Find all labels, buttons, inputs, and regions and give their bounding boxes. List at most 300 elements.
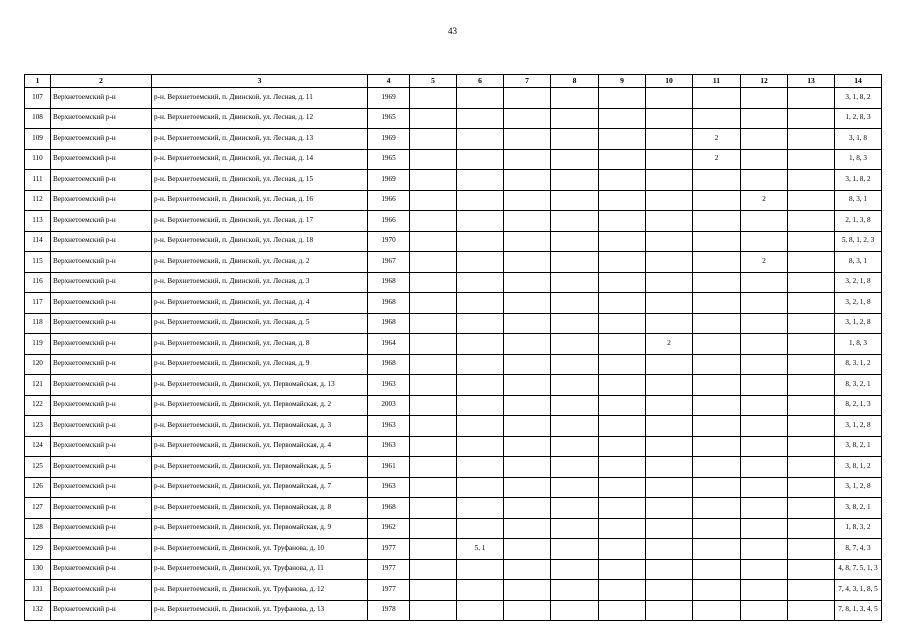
year-built-cell: 1968 [368,313,410,334]
col-9-cell [599,170,646,191]
table-row [25,88,882,109]
col-8-cell [551,88,599,109]
address-cell: р-н. Верхнетоемский, п. Двинской, ул. Первомайская, д. 3 [152,416,368,437]
year-built-cell: 1963 [368,477,410,498]
col-9-cell [599,129,646,150]
row-number-cell: 131 [25,580,51,601]
col-9-cell [599,354,646,375]
col-14-cell: 8, 3, 1 [835,252,882,273]
col-12-cell [741,211,788,232]
column-header-1: 1 [25,75,51,88]
col-13-cell [788,354,835,375]
col-5-cell [410,129,457,150]
col-14-cell: 2, 1, 3, 8 [835,211,882,232]
table-row [25,211,882,232]
col-11-cell [693,170,741,191]
year-built-cell: 1967 [368,252,410,273]
col-8-cell [551,559,599,580]
district-cell: Верхнетоемский р-н [51,108,152,129]
col-12-cell [741,272,788,293]
table-row [25,416,882,437]
col-7-cell [504,129,551,150]
col-6-cell: 5, 1 [457,539,504,560]
col-6-cell [457,313,504,334]
col-10-cell [646,272,693,293]
column-header-5: 5 [410,75,457,88]
district-cell: Верхнетоемский р-н [51,293,152,314]
col-9-cell [599,149,646,170]
district-cell: Верхнетоемский р-н [51,477,152,498]
col-6-cell [457,88,504,109]
col-14-cell: 8, 3, 1 [835,190,882,211]
col-9-cell [599,252,646,273]
col-7-cell [504,477,551,498]
col-10-cell [646,293,693,314]
col-8-cell [551,416,599,437]
col-8-cell [551,457,599,478]
col-11-cell [693,518,741,539]
col-14-cell: 1, 8, 3 [835,334,882,355]
table-row [25,375,882,396]
col-8-cell [551,580,599,601]
col-9-cell [599,108,646,129]
col-12-cell [741,375,788,396]
table-row [25,559,882,580]
address-cell: р-н. Верхнетоемский, п. Двинской, ул. Лесная, д. 2 [152,252,368,273]
header-row [25,75,882,88]
col-9-cell [599,293,646,314]
column-header-6: 6 [457,75,504,88]
col-11-cell [693,211,741,232]
col-13-cell [788,252,835,273]
year-built-cell: 1968 [368,498,410,519]
district-cell: Верхнетоемский р-н [51,334,152,355]
district-cell: Верхнетоемский р-н [51,354,152,375]
col-10-cell [646,313,693,334]
col-11-cell [693,395,741,416]
col-5-cell [410,436,457,457]
col-14-cell: 1, 2, 8, 3 [835,108,882,129]
col-13-cell [788,231,835,252]
col-9-cell [599,190,646,211]
year-built-cell: 1964 [368,334,410,355]
col-12-cell [741,170,788,191]
col-6-cell [457,108,504,129]
col-12-cell [741,293,788,314]
district-cell: Верхнетоемский р-н [51,539,152,560]
row-number-cell: 122 [25,395,51,416]
col-13-cell [788,375,835,396]
col-9-cell [599,395,646,416]
table-row [25,190,882,211]
col-11-cell [693,375,741,396]
address-cell: р-н. Верхнетоемский, п. Двинской, ул. Лесная, д. 13 [152,129,368,150]
col-8-cell [551,108,599,129]
table-row [25,518,882,539]
col-12-cell [741,559,788,580]
col-12-cell [741,539,788,560]
page-number: 43 [448,26,457,36]
table-row [25,477,882,498]
district-cell: Верхнетоемский р-н [51,518,152,539]
col-10-cell [646,395,693,416]
col-10-cell [646,149,693,170]
year-built-cell: 1963 [368,375,410,396]
col-11-cell [693,436,741,457]
col-13-cell [788,518,835,539]
col-5-cell [410,477,457,498]
col-13-cell [788,457,835,478]
col-5-cell [410,375,457,396]
row-number-cell: 124 [25,436,51,457]
district-cell: Верхнетоемский р-н [51,231,152,252]
col-6-cell [457,252,504,273]
address-cell: р-н. Верхнетоемский, п. Двинской, ул. Лесная, д. 15 [152,170,368,191]
district-cell: Верхнетоемский р-н [51,313,152,334]
row-number-cell: 114 [25,231,51,252]
row-number-cell: 110 [25,149,51,170]
col-11-cell [693,354,741,375]
col-5-cell [410,600,457,621]
address-cell: р-н. Верхнетоемский, п. Двинской, ул. Первомайская, д. 8 [152,498,368,519]
address-cell: р-н. Верхнетоемский, п. Двинской, ул. Труфанова, д. 12 [152,580,368,601]
col-5-cell [410,211,457,232]
address-cell: р-н. Верхнетоемский, п. Двинской, ул. Первомайская, д. 13 [152,375,368,396]
row-number-cell: 112 [25,190,51,211]
col-12-cell [741,457,788,478]
col-13-cell [788,313,835,334]
row-number-cell: 130 [25,559,51,580]
district-cell: Верхнетоемский р-н [51,272,152,293]
col-12-cell [741,395,788,416]
district-cell: Верхнетоемский р-н [51,457,152,478]
col-9-cell [599,600,646,621]
column-header-7: 7 [504,75,551,88]
col-12-cell [741,416,788,437]
col-5-cell [410,559,457,580]
address-cell: р-н. Верхнетоемский, п. Двинской, ул. Лесная, д. 12 [152,108,368,129]
col-13-cell [788,436,835,457]
col-8-cell [551,354,599,375]
building-register-table [24,74,882,621]
col-13-cell [788,211,835,232]
col-7-cell [504,88,551,109]
col-12-cell [741,436,788,457]
year-built-cell: 1969 [368,88,410,109]
col-7-cell [504,293,551,314]
col-10-cell [646,252,693,273]
district-cell: Верхнетоемский р-н [51,190,152,211]
district-cell: Верхнетоемский р-н [51,395,152,416]
table-row [25,539,882,560]
col-14-cell: 3, 1, 2, 8 [835,313,882,334]
year-built-cell: 1965 [368,149,410,170]
year-built-cell: 1977 [368,559,410,580]
col-14-cell: 1, 8, 3, 2 [835,518,882,539]
col-12-cell: 2 [741,252,788,273]
col-5-cell [410,313,457,334]
col-6-cell [457,231,504,252]
year-built-cell: 1969 [368,129,410,150]
col-11-cell [693,252,741,273]
col-14-cell: 8, 7, 4, 3 [835,539,882,560]
district-cell: Верхнетоемский р-н [51,600,152,621]
col-11-cell [693,580,741,601]
col-6-cell [457,190,504,211]
col-14-cell: 3, 2, 1, 8 [835,272,882,293]
col-5-cell [410,395,457,416]
address-cell: р-н. Верхнетоемский, п. Двинской, ул. Первомайская, д. 5 [152,457,368,478]
col-8-cell [551,477,599,498]
col-5-cell [410,231,457,252]
table-row [25,457,882,478]
district-cell: Верхнетоемский р-н [51,252,152,273]
address-cell: р-н. Верхнетоемский, п. Двинской, ул. Лесная, д. 4 [152,293,368,314]
col-6-cell [457,498,504,519]
address-cell: р-н. Верхнетоемский, п. Двинской, ул. Лесная, д. 16 [152,190,368,211]
col-7-cell [504,108,551,129]
col-10-cell [646,580,693,601]
col-8-cell [551,395,599,416]
col-14-cell: 3, 8, 2, 1 [835,498,882,519]
col-14-cell: 3, 1, 8 [835,129,882,150]
col-6-cell [457,354,504,375]
address-cell: р-н. Верхнетоемский, п. Двинской, ул. Лесная, д. 17 [152,211,368,232]
col-8-cell [551,334,599,355]
col-11-cell [693,416,741,437]
table-row [25,252,882,273]
col-10-cell [646,477,693,498]
col-12-cell: 2 [741,190,788,211]
row-number-cell: 107 [25,88,51,109]
col-7-cell [504,149,551,170]
year-built-cell: 1969 [368,170,410,191]
col-9-cell [599,334,646,355]
col-6-cell [457,375,504,396]
col-9-cell [599,436,646,457]
col-14-cell: 8, 3, 1, 2 [835,354,882,375]
table-row [25,354,882,375]
col-11-cell [693,477,741,498]
year-built-cell: 1963 [368,416,410,437]
column-header-14: 14 [835,75,882,88]
col-13-cell [788,170,835,191]
col-11-cell [693,498,741,519]
col-7-cell [504,518,551,539]
col-5-cell [410,457,457,478]
col-11-cell: 2 [693,129,741,150]
col-8-cell [551,375,599,396]
col-12-cell [741,477,788,498]
col-6-cell [457,600,504,621]
col-5-cell [410,539,457,560]
col-11-cell: 2 [693,149,741,170]
col-13-cell [788,416,835,437]
address-cell: р-н. Верхнетоемский, п. Двинской, ул. Труфанова, д. 13 [152,600,368,621]
col-9-cell [599,416,646,437]
col-8-cell [551,498,599,519]
col-8-cell [551,231,599,252]
col-6-cell [457,129,504,150]
col-6-cell [457,272,504,293]
col-10-cell [646,498,693,519]
col-5-cell [410,416,457,437]
col-9-cell [599,231,646,252]
row-number-cell: 123 [25,416,51,437]
table-row [25,170,882,191]
col-7-cell [504,354,551,375]
col-10-cell [646,416,693,437]
col-10-cell [646,211,693,232]
row-number-cell: 113 [25,211,51,232]
col-8-cell [551,293,599,314]
col-7-cell [504,170,551,191]
address-cell: р-н. Верхнетоемский, п. Двинской, ул. Первомайская, д. 9 [152,518,368,539]
row-number-cell: 126 [25,477,51,498]
row-number-cell: 116 [25,272,51,293]
table-row [25,313,882,334]
col-6-cell [457,457,504,478]
col-11-cell [693,190,741,211]
col-9-cell [599,88,646,109]
col-7-cell [504,457,551,478]
col-10-cell [646,108,693,129]
col-6-cell [457,559,504,580]
col-13-cell [788,559,835,580]
col-8-cell [551,518,599,539]
col-9-cell [599,559,646,580]
col-14-cell: 1, 8, 3 [835,149,882,170]
col-12-cell [741,354,788,375]
col-7-cell [504,539,551,560]
district-cell: Верхнетоемский р-н [51,498,152,519]
col-8-cell [551,252,599,273]
col-8-cell [551,272,599,293]
col-10-cell [646,559,693,580]
col-11-cell [693,231,741,252]
year-built-cell: 1962 [368,518,410,539]
col-9-cell [599,477,646,498]
col-11-cell [693,600,741,621]
col-13-cell [788,477,835,498]
col-7-cell [504,272,551,293]
col-8-cell [551,436,599,457]
col-12-cell [741,518,788,539]
col-8-cell [551,170,599,191]
col-10-cell [646,539,693,560]
col-11-cell [693,108,741,129]
col-11-cell [693,457,741,478]
col-13-cell [788,108,835,129]
table-row [25,149,882,170]
column-header-9: 9 [599,75,646,88]
table-row [25,108,882,129]
col-13-cell [788,539,835,560]
col-7-cell [504,375,551,396]
col-9-cell [599,272,646,293]
col-10-cell [646,170,693,191]
col-13-cell [788,600,835,621]
col-11-cell [693,313,741,334]
col-6-cell [457,518,504,539]
column-header-11: 11 [693,75,741,88]
address-cell: р-н. Верхнетоемский, п. Двинской, ул. Лесная, д. 14 [152,149,368,170]
table-row [25,293,882,314]
row-number-cell: 111 [25,170,51,191]
col-9-cell [599,313,646,334]
col-13-cell [788,293,835,314]
col-6-cell [457,149,504,170]
year-built-cell: 1963 [368,436,410,457]
col-13-cell [788,334,835,355]
address-cell: р-н. Верхнетоемский, п. Двинской, ул. Лесная, д. 8 [152,334,368,355]
address-cell: р-н. Верхнетоемский, п. Двинской, ул. Первомайская, д. 4 [152,436,368,457]
district-cell: Верхнетоемский р-н [51,559,152,580]
col-5-cell [410,190,457,211]
col-12-cell [741,313,788,334]
col-13-cell [788,395,835,416]
col-8-cell [551,600,599,621]
col-10-cell [646,436,693,457]
row-number-cell: 109 [25,129,51,150]
col-12-cell [741,129,788,150]
district-cell: Верхнетоемский р-н [51,436,152,457]
table-row [25,272,882,293]
col-10-cell [646,190,693,211]
col-14-cell: 7, 4, 3, 1, 8, 5 [835,580,882,601]
row-number-cell: 121 [25,375,51,396]
column-header-4: 4 [368,75,410,88]
col-6-cell [457,293,504,314]
year-built-cell: 1965 [368,108,410,129]
district-cell: Верхнетоемский р-н [51,149,152,170]
year-built-cell: 1968 [368,354,410,375]
col-14-cell: 3, 2, 1, 8 [835,293,882,314]
district-cell: Верхнетоемский р-н [51,580,152,601]
col-11-cell [693,88,741,109]
table-row [25,498,882,519]
col-6-cell [457,334,504,355]
col-6-cell [457,436,504,457]
col-7-cell [504,211,551,232]
col-13-cell [788,498,835,519]
col-7-cell [504,416,551,437]
col-5-cell [410,580,457,601]
address-cell: р-н. Верхнетоемский, п. Двинской, ул. Первомайская, д. 2 [152,395,368,416]
col-5-cell [410,149,457,170]
year-built-cell: 1966 [368,190,410,211]
col-11-cell [693,334,741,355]
col-5-cell [410,272,457,293]
col-11-cell [693,559,741,580]
col-7-cell [504,190,551,211]
column-header-13: 13 [788,75,835,88]
row-number-cell: 120 [25,354,51,375]
col-7-cell [504,313,551,334]
col-8-cell [551,539,599,560]
year-built-cell: 1978 [368,600,410,621]
col-7-cell [504,334,551,355]
col-5-cell [410,88,457,109]
row-number-cell: 125 [25,457,51,478]
col-14-cell: 5, 8, 1, 2, 3 [835,231,882,252]
col-6-cell [457,416,504,437]
col-5-cell [410,334,457,355]
col-13-cell [788,580,835,601]
col-7-cell [504,395,551,416]
col-12-cell [741,334,788,355]
col-5-cell [410,170,457,191]
